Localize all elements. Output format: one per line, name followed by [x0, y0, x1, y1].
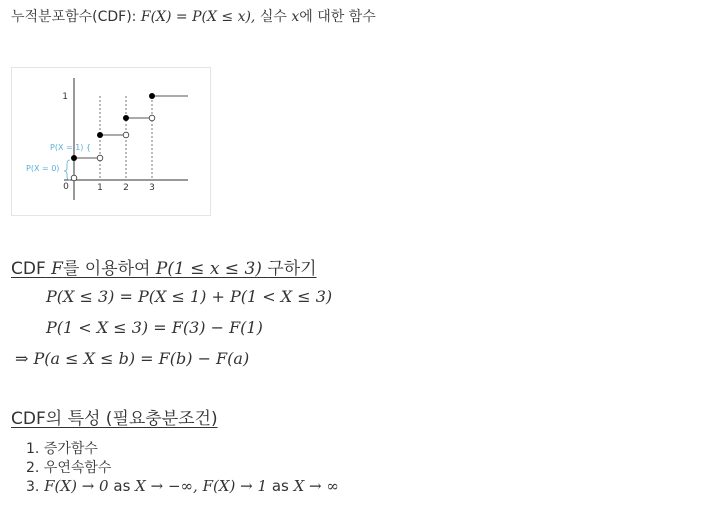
brace-px0 [64, 160, 70, 180]
point-filled-0 [71, 155, 77, 161]
y-tick-1: 1 [62, 92, 68, 102]
equation-2: P(1 < X ≤ 3) = F(3) − F(1) [46, 318, 263, 337]
section1-heading: CDF F를 이용하여 P(1 ≤ x ≤ 3) 구하기 [11, 259, 317, 279]
origin-label: 0 [63, 182, 69, 192]
point-open-2 [123, 132, 129, 138]
list-item: 3. F(X) → 0 as X → −∞, F(X) → 1 as X → ∞ [26, 477, 339, 495]
list-item: 2. 우연속함수 [26, 460, 112, 476]
equation-3: ⇒ P(a ≤ X ≤ b) = F(b) − F(a) [15, 349, 250, 368]
intro-line [11, 6, 376, 26]
intro-suffix: 에 대한 함수 [299, 9, 376, 25]
label-px1: P(X = 1) { [50, 143, 92, 152]
point-filled-1 [97, 132, 103, 138]
point-open-0 [71, 175, 77, 181]
intro-var-x: x [291, 9, 300, 25]
cdf-step-chart [12, 68, 210, 215]
equation-1: P(X ≤ 3) = P(X ≤ 1) + P(1 < X ≤ 3) [46, 287, 333, 306]
point-filled-2 [123, 115, 129, 121]
label-px0: P(X = 0) [26, 164, 60, 173]
point-open-1 [97, 155, 103, 161]
section2-heading: CDF의 특성 (필요충분조건) [11, 409, 218, 429]
point-filled-3 [149, 93, 155, 99]
cdf-step-figure [11, 67, 211, 216]
x-tick-2: 2 [123, 183, 129, 193]
point-open-3 [149, 115, 155, 121]
intro-real-label: 실수 [259, 9, 287, 25]
intro-label: 누적분포함수(CDF): [11, 9, 137, 25]
list-item: 1. 증가함수 [26, 441, 98, 457]
x-tick-1: 1 [97, 183, 103, 193]
intro-formula: F(X) = P(X ≤ x), [140, 9, 256, 25]
x-tick-3: 3 [149, 183, 155, 193]
